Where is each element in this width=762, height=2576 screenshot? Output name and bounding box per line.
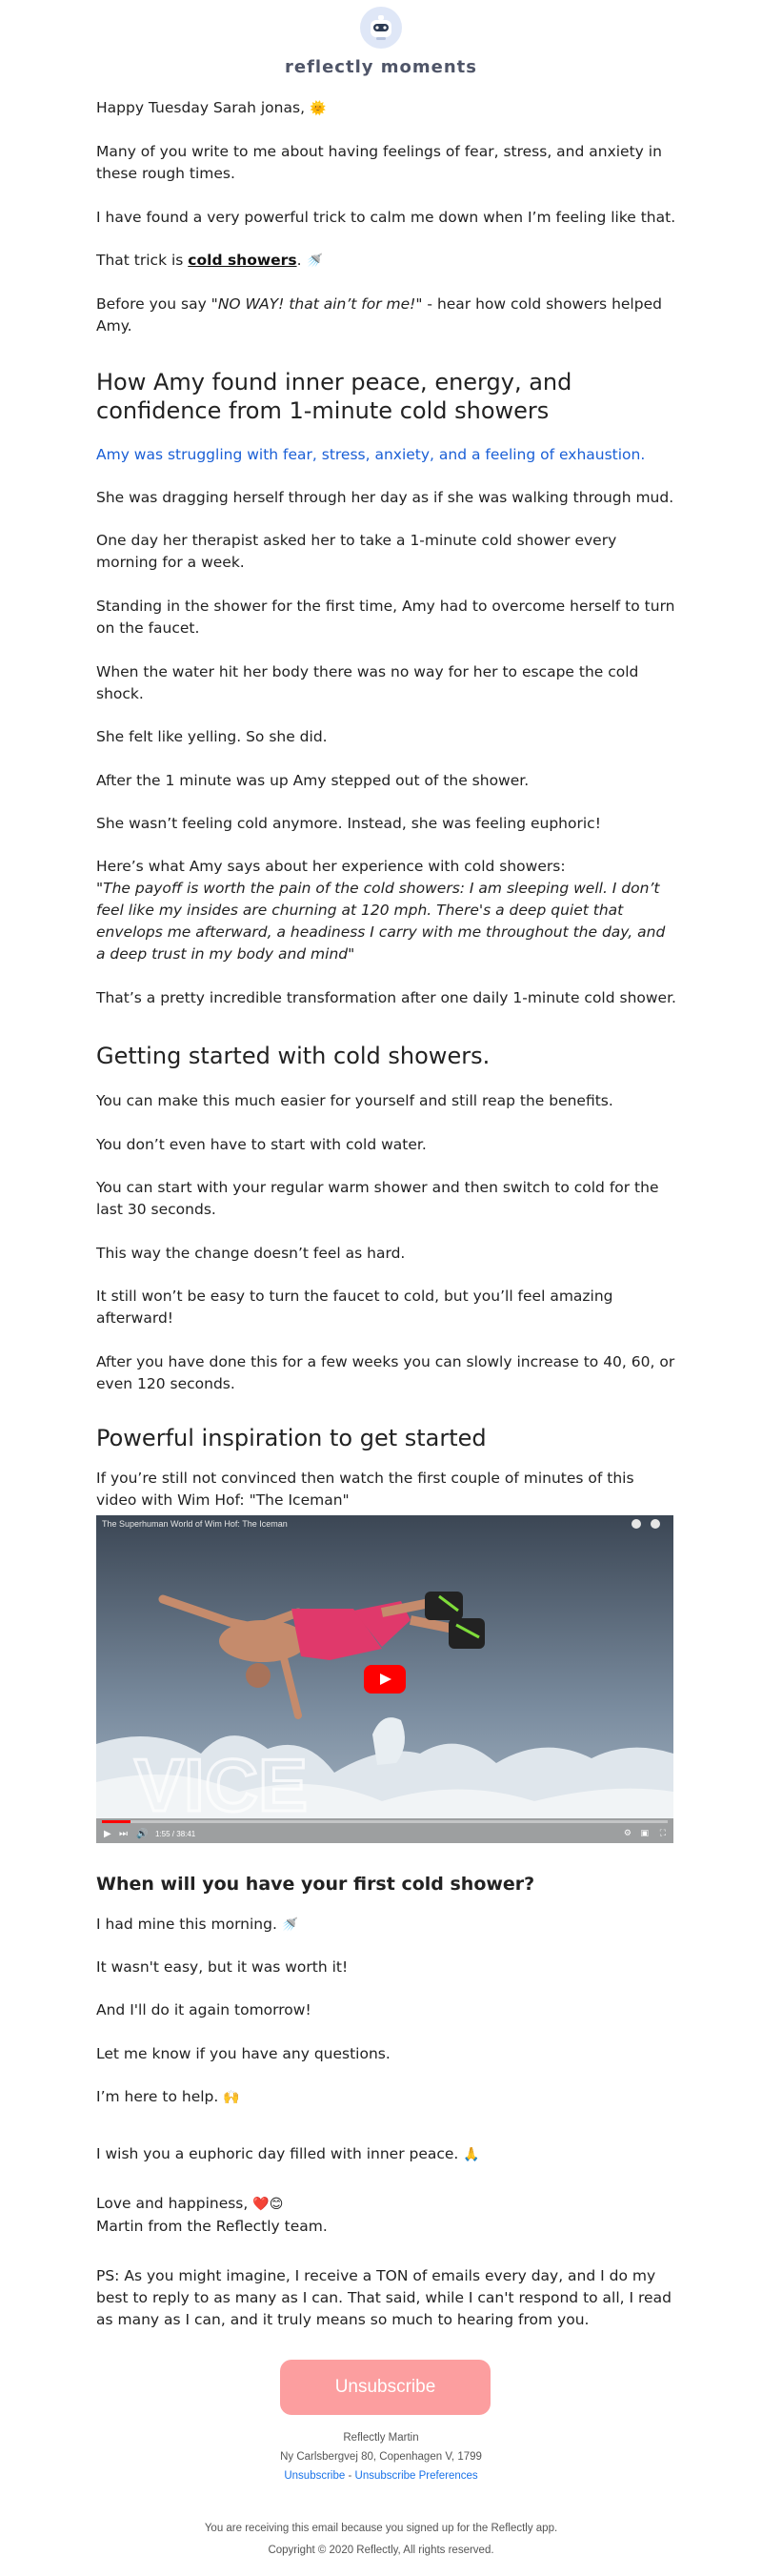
signoff — [96, 2193, 677, 2238]
smile-emoji-icon: 😊 — [269, 2197, 284, 2212]
started-paragraph-4: This way the change doesn’t feel as hard. — [96, 1245, 406, 1262]
robot-mascot-icon — [359, 6, 403, 50]
closing-paragraph-2: It wasn't easy, but it was worth it! — [96, 1958, 349, 1976]
fullscreen-icon[interactable]: ⛶ — [659, 1829, 666, 1838]
inspiration-heading: Powerful inspiration to get started — [96, 1425, 487, 1451]
closing-paragraph-3: And I'll do it again tomorrow! — [96, 2001, 311, 2018]
amy-quote-block — [96, 856, 677, 965]
video-time: 1:55 / 38:41 — [155, 1830, 196, 1838]
intro-paragraph-4: Before you say "NO WAY! that ain’t for me!" - hear how cold showers helped Amy. — [96, 295, 662, 335]
started-paragraph-2: You don’t even have to start with cold water. — [96, 1136, 427, 1153]
youtube-logo-icon[interactable]: ▣ — [640, 1829, 649, 1838]
getting-started-heading: Getting started with cold showers. — [96, 1043, 491, 1069]
amy-lead: Amy was struggling with fear, stress, anxiety, and a feeling of exhaustion. — [96, 446, 646, 463]
inspiration-paragraph: If you’re still not convinced then watch the first couple of minutes of this video with Wim Hof: "The Iceman" — [96, 1470, 634, 1509]
closing-paragraph-1: I had mine this morning. 🚿 — [96, 1914, 677, 1937]
video-progress-fill — [102, 1820, 130, 1823]
postscript: PS: As you might imagine, I receive a TON of emails every day, and I do my best to reply to as many as I can. That said, while I can't respond to all, I read as many as I can, and it truly means so much to hearing from you. — [96, 2267, 672, 2328]
amy-quote: "The payoff is worth the pain of the cold showers: I am sleeping well. I don’t feel like my insides are churning at 120 mph. There's a deep quiet that envelops me afterward, a headiness I carry with me throughout the day, and a deep trust in my body and mind" — [96, 880, 666, 963]
unsubscribe-preferences-link[interactable]: Unsubscribe Preferences — [354, 2470, 478, 2482]
started-paragraph-6: After you have done this for a few weeks you can slowly increase to 40, 60, or even 120 seconds. — [96, 1353, 675, 1392]
footer-address: Ny Carlsbergvej 80, Copenhagen V, 1799 — [280, 2451, 482, 2463]
amy-paragraph-5: She felt like yelling. So she did. — [96, 728, 328, 745]
amy-paragraph-7: She wasn’t feeling cold anymore. Instead, she was feeling euphoric! — [96, 815, 601, 832]
watch-later-icon[interactable] — [632, 1519, 641, 1529]
shower-emoji-icon: 🚿 — [281, 1917, 299, 1933]
footer-name: Reflectly Martin — [343, 2432, 419, 2444]
started-paragraph-3: You can start with your regular warm shower and then switch to cold for the last 30 seconds. — [96, 1179, 659, 1218]
video-progress-bar[interactable] — [102, 1820, 668, 1823]
started-paragraph-5: It still won’t be easy to turn the faucet to cold, but you’ll feel amazing afterward! — [96, 1288, 613, 1327]
settings-icon[interactable]: ⚙ — [623, 1829, 632, 1838]
control-play-icon[interactable]: ▶ — [104, 1829, 111, 1839]
heart-emoji-icon: ❤️ — [252, 2197, 270, 2212]
amy-paragraph-3: Standing in the shower for the first time, Amy had to overcome herself to turn on the faucet. — [96, 598, 675, 637]
share-icon[interactable] — [651, 1519, 660, 1529]
footer-copyright: Copyright © 2020 Reflectly, All rights reserved. — [268, 2545, 494, 2556]
closing-paragraph-6: I wish you a euphoric day filled with inner peace. 🙏 — [96, 2143, 677, 2166]
closing-heading: When will you have your first cold shower? — [96, 1874, 535, 1895]
amy-quote-intro: Here’s what Amy says about her experience with cold showers: — [96, 858, 566, 875]
amy-paragraph-6: After the 1 minute was up Amy stepped out of the shower. — [96, 772, 530, 789]
shower-emoji-icon: 🚿 — [306, 254, 323, 269]
amy-paragraph-1: She was dragging herself through her day as if she was walking through mud. — [96, 489, 674, 506]
logo-text: reflectly moments — [285, 57, 477, 77]
cold-showers-link[interactable]: cold showers — [188, 252, 297, 269]
footer-links — [0, 2470, 762, 2482]
closing-paragraph-5: I’m here to help. 🙌 — [96, 2086, 677, 2109]
closing-paragraph-4: Let me know if you have any questions. — [96, 2045, 391, 2062]
amy-paragraph-2: One day her therapist asked her to take a 1-minute cold shower every morning for a week. — [96, 532, 617, 571]
signoff-line-1: Love and happiness, ❤️😊 — [96, 2193, 677, 2216]
volume-icon[interactable]: 🔊 — [136, 1829, 149, 1839]
play-button[interactable] — [364, 1665, 406, 1694]
intro-paragraph-1: Many of you write to me about having feelings of fear, stress, and anxiety in these rough times. — [96, 143, 662, 182]
play-icon — [364, 1665, 406, 1694]
next-icon[interactable]: ⏭ — [119, 1829, 128, 1839]
video-title[interactable]: The Superhuman World of Wim Hof: The Iceman — [102, 1519, 288, 1529]
video-player[interactable] — [96, 1515, 673, 1843]
video-controls — [96, 1818, 673, 1843]
footer-link-separator: - — [345, 2470, 355, 2482]
vice-watermark: VICE — [134, 1743, 309, 1827]
footer-unsubscribe-link[interactable]: Unsubscribe — [284, 2470, 346, 2482]
intro-paragraph-3: That trick is cold showers. 🚿 — [96, 250, 677, 273]
started-paragraph-1: You can make this much easier for yourself and still reap the benefits. — [96, 1092, 613, 1109]
sun-emoji-icon: 🌞 — [309, 101, 327, 116]
raised-hands-emoji-icon: 🙌 — [223, 2090, 240, 2105]
amy-paragraph-4: When the water hit her body there was no way for her to escape the cold shock. — [96, 663, 639, 702]
footer-notice: You are receiving this email because you signed up for the Reflectly app. — [204, 2523, 558, 2534]
header — [0, 6, 762, 77]
intro-paragraph-2: I have found a very powerful trick to calm me down when I’m feeling like that. — [96, 209, 676, 226]
unsubscribe-button[interactable]: Unsubscribe — [280, 2360, 491, 2415]
amy-heading: How Amy found inner peace, energy, and confidence from 1-minute cold showers — [96, 369, 572, 424]
signoff-line-2: Martin from the Reflectly team. — [96, 2218, 328, 2235]
greeting: Happy Tuesday Sarah jonas, 🌞 — [96, 97, 677, 120]
amy-paragraph-8: That’s a pretty incredible transformation after one daily 1-minute cold shower. — [96, 989, 676, 1006]
praying-hands-emoji-icon: 🙏 — [463, 2147, 480, 2162]
